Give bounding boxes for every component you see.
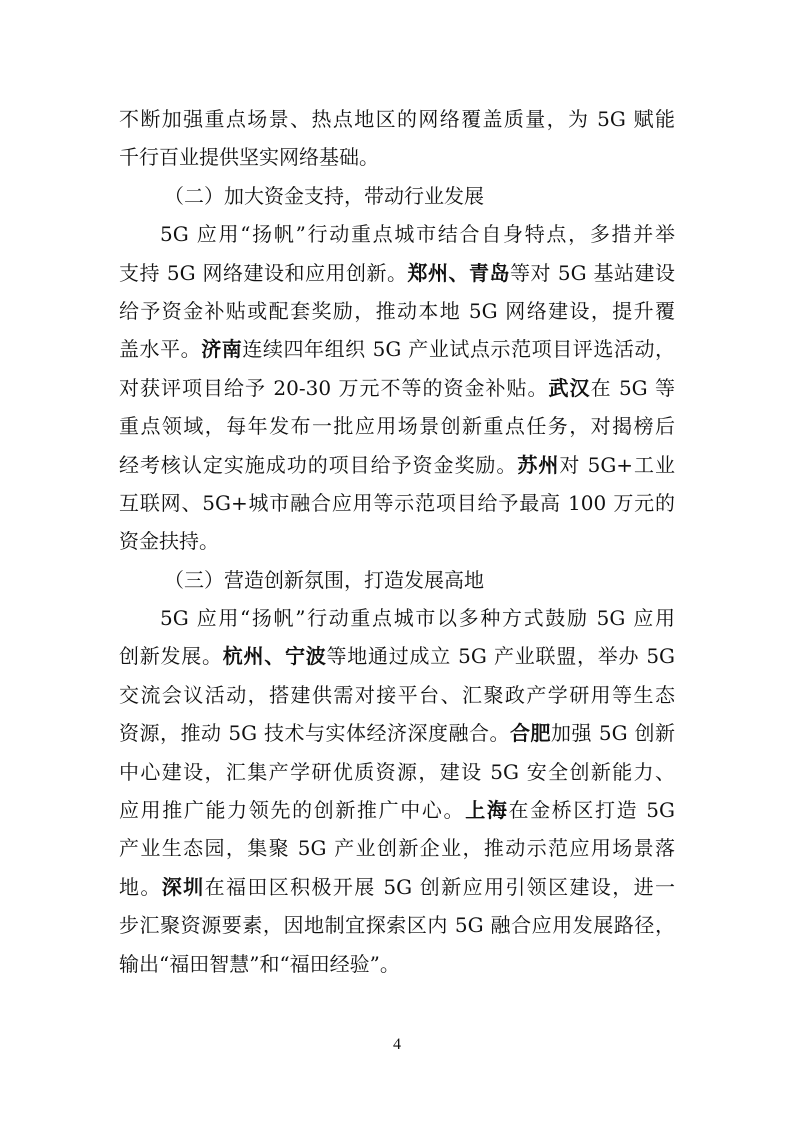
text-run: 等地通过成立 5G 产业联盟，举办 5G bbox=[326, 644, 676, 669]
text-line bbox=[119, 676, 675, 714]
city-name-highlight: 济南 bbox=[201, 337, 243, 362]
text-run: 千行百业提供坚实网络基础。 bbox=[119, 145, 379, 170]
text-run: 在金桥区打造 5G bbox=[508, 798, 676, 823]
text-run: 等对 5G 基站建设 bbox=[510, 260, 675, 285]
section-heading bbox=[119, 177, 675, 215]
text-line bbox=[119, 829, 675, 867]
city-name-highlight: 苏州 bbox=[517, 452, 560, 477]
city-name-highlight: 上海 bbox=[465, 798, 509, 823]
text-line bbox=[119, 791, 675, 829]
section-heading bbox=[119, 561, 675, 599]
text-run: 连续四年组织 5G 产业试点示范项目评选活动， bbox=[242, 337, 676, 362]
text-line bbox=[119, 330, 675, 368]
text-run: 交流会议活动，搭建供需对接平台、汇聚政产学研用等生态 bbox=[119, 682, 675, 707]
text-run: 步汇聚资源要素，因地制宜探索区内 5G 融合应用发展路径， bbox=[119, 913, 675, 938]
text-line bbox=[119, 868, 675, 906]
text-run: 产业生态园，集聚 5G 产业创新企业，推动示范应用场景落 bbox=[119, 836, 675, 861]
text-run: 中心建设，汇集产学研优质资源，建设 5G 安全创新能力、 bbox=[119, 759, 675, 784]
text-line bbox=[119, 484, 675, 522]
text-line bbox=[119, 138, 675, 176]
text-run: 创新发展。 bbox=[119, 644, 223, 669]
text-line bbox=[119, 215, 675, 253]
text-run: 对 5G+工业 bbox=[559, 452, 675, 477]
text-run: （三）营造创新氛围，打造发展高地 bbox=[164, 567, 484, 592]
text-run: 盖水平。 bbox=[119, 337, 202, 362]
city-name-highlight: 杭州、宁波 bbox=[222, 644, 327, 669]
city-name-highlight: 郑州、青岛 bbox=[407, 260, 511, 285]
text-run: 资源，推动 5G 技术与实体经济深度融合。 bbox=[119, 721, 511, 746]
city-name-highlight: 深圳 bbox=[161, 874, 205, 899]
text-run: 重点领域，每年发布一批应用场景创新重点任务，对揭榜后 bbox=[119, 414, 675, 439]
text-run: 5G 应用“扬帆”行动重点城市以多种方式鼓励 5G 应用 bbox=[160, 606, 675, 631]
city-name-highlight: 武汉 bbox=[548, 375, 591, 400]
text-line bbox=[119, 753, 675, 791]
text-run: 经考核认定实施成功的项目给予资金奖励。 bbox=[119, 452, 518, 477]
text-run: 在 5G 等 bbox=[590, 375, 676, 400]
page-number: 4 bbox=[393, 1036, 401, 1053]
text-line bbox=[119, 407, 675, 445]
text-run: 在福田区积极开展 5G 创新应用引领区建设，进一 bbox=[204, 874, 676, 899]
text-line bbox=[119, 906, 675, 944]
text-run: （二）加大资金支持，带动行业发展 bbox=[164, 183, 484, 208]
text-line bbox=[119, 100, 675, 138]
text-line bbox=[119, 446, 675, 484]
text-run: 应用推广能力领先的创新推广中心。 bbox=[119, 798, 466, 823]
text-line bbox=[119, 945, 675, 983]
text-run: 地。 bbox=[119, 874, 162, 899]
text-run: 资金扶持。 bbox=[119, 529, 219, 554]
text-run: 给予资金补贴或配套奖励，推动本地 5G 网络建设，提升覆 bbox=[119, 298, 675, 323]
text-run: 5G 应用“扬帆”行动重点城市结合自身特点，多措并举 bbox=[160, 222, 675, 247]
text-line bbox=[119, 599, 675, 637]
text-line bbox=[119, 714, 675, 752]
text-run: 不断加强重点场景、热点地区的网络覆盖质量，为 5G 赋能 bbox=[119, 107, 675, 131]
text-run: 输出“福田智慧”和“福田经验”。 bbox=[119, 951, 400, 976]
text-line bbox=[119, 369, 675, 407]
text-run: 互联网、5G+城市融合应用等示范项目给予最高 100 万元的 bbox=[119, 490, 675, 515]
city-name-highlight: 合肥 bbox=[510, 721, 552, 746]
text-line bbox=[119, 292, 675, 330]
text-run: 加强 5G 创新 bbox=[551, 721, 675, 746]
document-body bbox=[119, 100, 675, 983]
text-line bbox=[119, 637, 675, 675]
text-line bbox=[119, 522, 675, 560]
text-run: 对获评项目给予 20-30 万元不等的资金补贴。 bbox=[119, 375, 549, 400]
text-line bbox=[119, 254, 675, 292]
text-run: 支持 5G 网络建设和应用创新。 bbox=[119, 260, 408, 285]
